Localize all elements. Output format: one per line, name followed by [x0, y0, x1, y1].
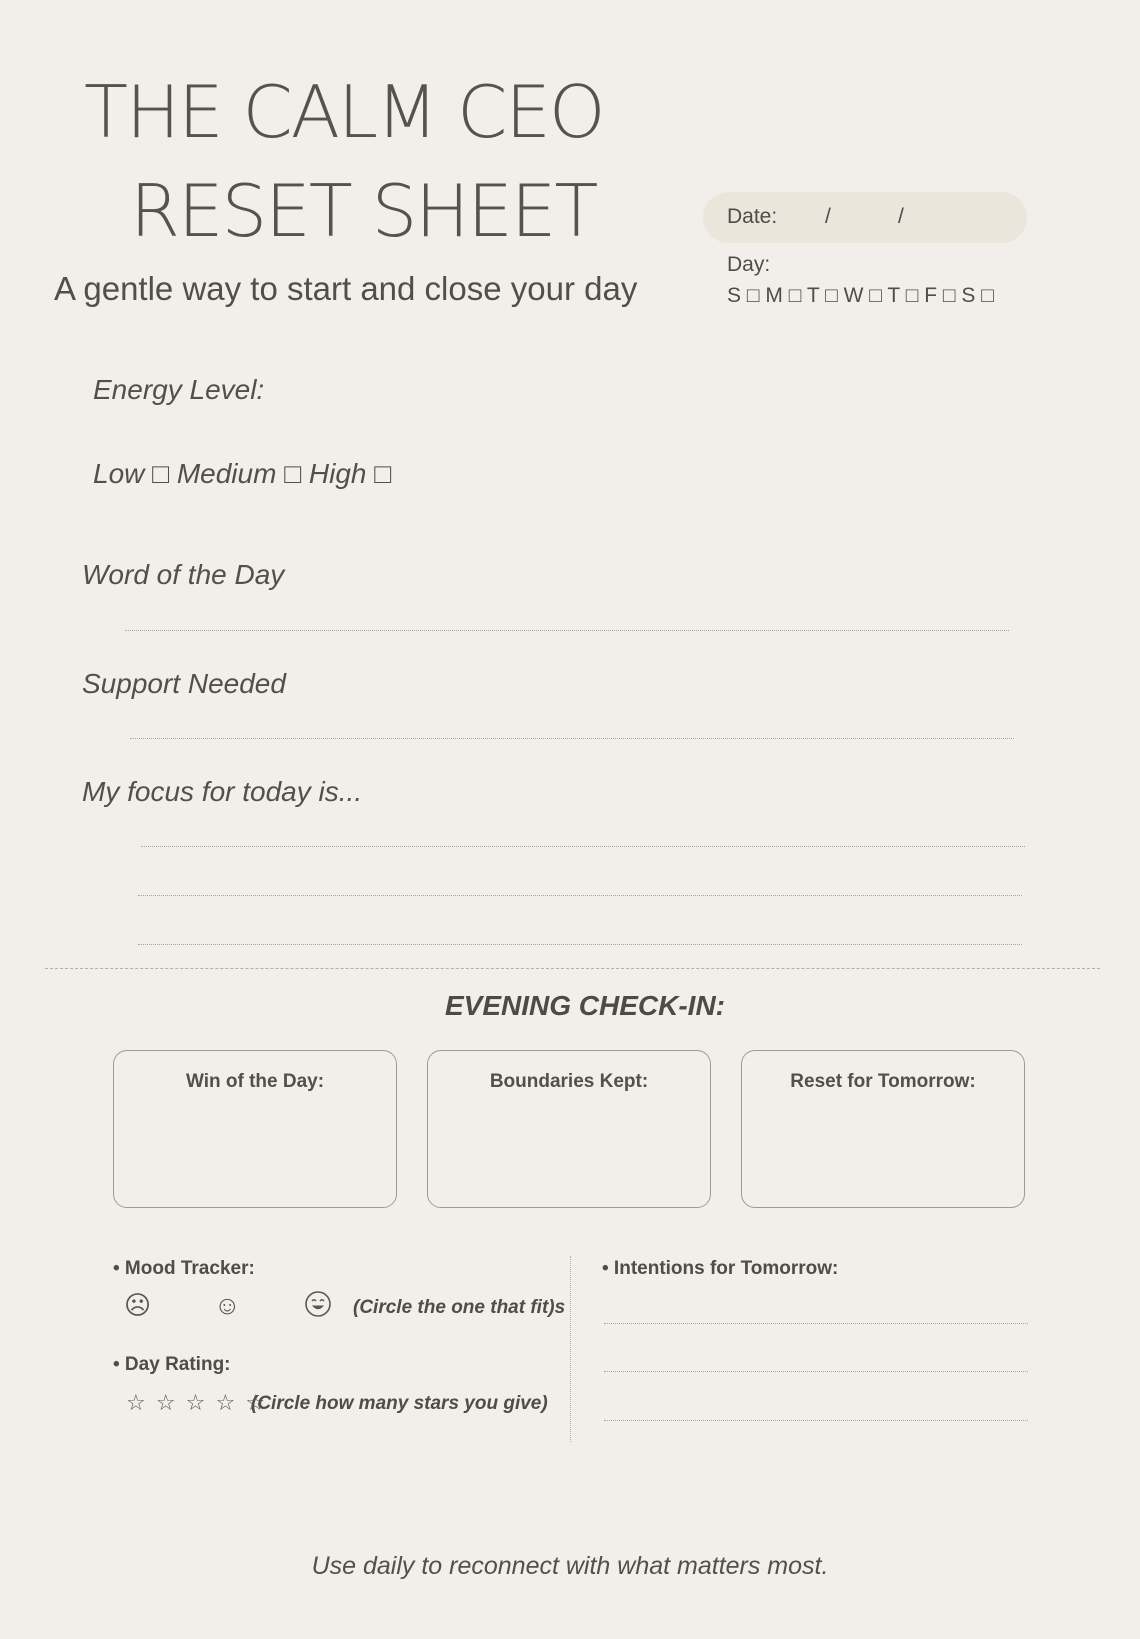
day-label: Day: — [727, 253, 771, 276]
rating-stars[interactable]: ☆ ☆ ☆ ☆ ☆ — [126, 1390, 268, 1415]
section-divider — [45, 968, 1100, 969]
reset-tomorrow-label: Reset for Tomorrow: — [790, 1071, 976, 1092]
word-of-day-label: Word of the Day — [82, 559, 285, 590]
rating-hint: (Circle how many stars you give) — [251, 1393, 548, 1414]
win-of-day-box[interactable] — [113, 1050, 397, 1208]
footer-text: Use daily to reconnect with what matters most. — [311, 1552, 829, 1580]
date-label: Date: — [727, 205, 778, 228]
focus-line-3[interactable] — [138, 944, 1022, 945]
focus-label: My focus for today is... — [82, 776, 363, 807]
energy-level-options[interactable]: Low □ Medium □ High □ — [93, 458, 392, 489]
support-needed-line[interactable] — [130, 738, 1014, 739]
evening-heading: EVENING CHECK-IN: — [444, 990, 725, 1021]
support-needed-label: Support Needed — [82, 668, 286, 699]
boundaries-kept-label: Boundaries Kept: — [489, 1071, 649, 1092]
smile-face-icon[interactable]: ☺ — [214, 1290, 241, 1320]
date-separator-2: / — [898, 205, 904, 228]
intentions-label: • Intentions for Tomorrow: — [602, 1258, 839, 1279]
title-line-2: RESET SHEET — [130, 169, 597, 253]
mood-hint: (Circle the one that fit)s — [353, 1297, 566, 1318]
day-checkboxes[interactable]: S □ M □ T □ W □ T □ F □ S □ — [727, 284, 994, 307]
mood-tracker-label: • Mood Tracker: — [113, 1258, 255, 1279]
boundaries-kept-box[interactable] — [427, 1050, 711, 1208]
focus-line-1[interactable] — [141, 846, 1025, 847]
subtitle: A gentle way to start and close your day — [54, 270, 638, 307]
focus-line-2[interactable] — [138, 895, 1022, 896]
intentions-line-2[interactable] — [604, 1371, 1028, 1372]
energy-level-label: Energy Level: — [93, 374, 265, 405]
laughing-face-icon[interactable] — [304, 1290, 332, 1325]
date-separator-1: / — [825, 205, 831, 228]
win-of-day-label: Win of the Day: — [185, 1071, 325, 1092]
title-line-1: THE CALM CEO — [84, 70, 604, 154]
vertical-divider — [570, 1256, 571, 1442]
intentions-line-1[interactable] — [604, 1323, 1028, 1324]
day-rating-label: • Day Rating: — [113, 1354, 231, 1375]
frown-face-icon[interactable]: ☹ — [124, 1290, 152, 1320]
reset-tomorrow-box[interactable] — [741, 1050, 1025, 1208]
intentions-line-3[interactable] — [604, 1420, 1028, 1421]
word-of-day-line[interactable] — [125, 630, 1009, 631]
